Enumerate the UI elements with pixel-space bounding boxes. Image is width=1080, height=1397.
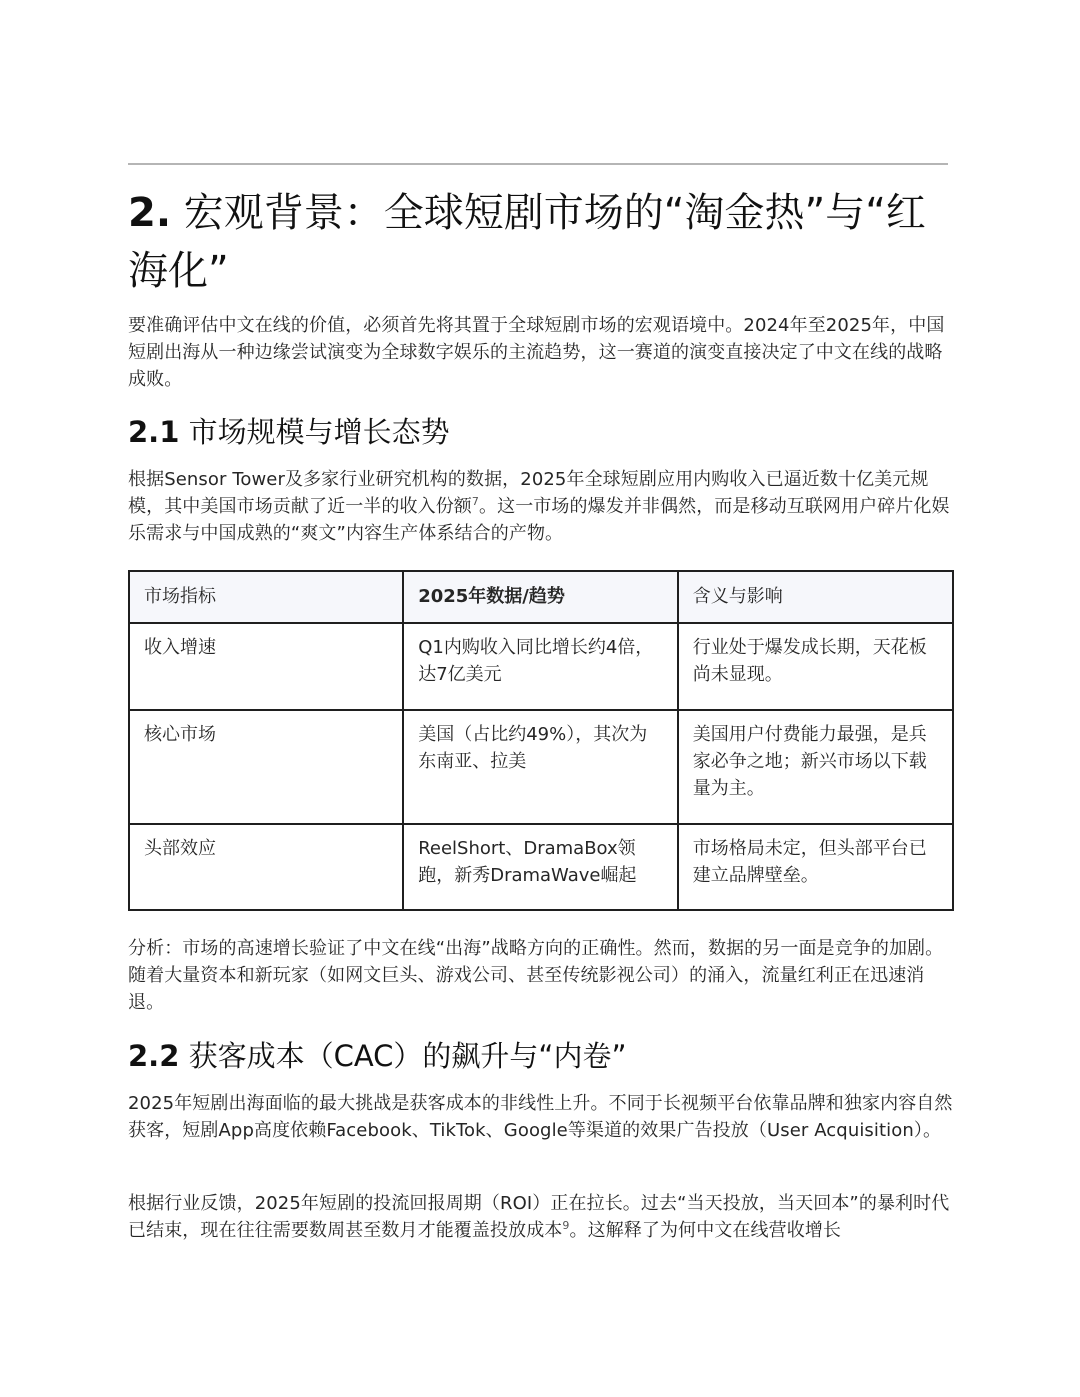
section-divider [128, 163, 948, 165]
table-cell: 美国用户付费能力最强，是兵家必争之地；新兴市场以下载量为主。 [678, 710, 953, 824]
table-header-cell: 含义与影响 [678, 571, 953, 623]
section-2-2-text-a: 根据行业反馈，2025年短剧的投流回报周期（ROI）正在拉长。过去“当天投放，当天回本”的暴利时代已结束，现在往往需要数周甚至数月才能覆盖投放成本 [128, 1193, 950, 1241]
table-cell: 行业处于爆发成长期，天花板尚未显现。 [678, 623, 953, 710]
table-cell: 收入增速 [129, 623, 403, 710]
table-cell: ReelShort、DramaBox领跑，新秀DramaWave崛起 [403, 824, 678, 910]
section-2-1-paragraph [128, 466, 954, 547]
market-metrics-table [128, 570, 954, 911]
section-2-2-paragraph-2 [128, 1190, 954, 1244]
table-cell: 市场格局未定，但头部平台已建立品牌壁垒。 [678, 824, 953, 910]
analysis-paragraph: 分析：市场的高速增长验证了中文在线“出海”战略方向的正确性。然而，数据的另一面是竞争的加剧。随着大量资本和新玩家（如网文巨头、游戏公司、甚至传统影视公司）的涌入，流量红利正在迅速消退。 [128, 938, 944, 1013]
main-heading-text: 宏观背景：全球短剧市场的“淘金热”与“红海化” [128, 190, 926, 294]
section-2-1-number: 2.1 [128, 415, 180, 449]
footnote-ref-9[interactable]: 9 [562, 1219, 570, 1232]
footnote-ref-7[interactable]: 7 [471, 495, 480, 508]
main-heading-number: 2. [128, 190, 172, 236]
section-2-1-text-b: 。这一市场的爆发并非偶然，而是移动互联网用户碎片化娱乐需求与中国成熟的“爽文”内容生产体系结合的产物。 [128, 496, 950, 544]
section-2-2-title: 获客成本（CAC）的飙升与“内卷” [179, 1039, 627, 1073]
section-2-2-number: 2.2 [128, 1039, 180, 1073]
table-header-cell: 2025年数据/趋势 [403, 571, 678, 623]
section-2-1-title: 市场规模与增长态势 [179, 415, 450, 449]
intro-paragraph: 要准确评估中文在线的价值，必须首先将其置于全球短剧市场的宏观语境中。2024年至2025年，中国短剧出海从一种边缘尝试演变为全球数字娱乐的主流趋势，这一赛道的演变直接决定了中文在线的战略成败。 [128, 315, 945, 390]
main-heading [128, 184, 954, 300]
section-2-2-text-b: 。这解释了为何中文在线营收增长 [569, 1220, 842, 1241]
section-2-1-text-a: 根据Sensor Tower及多家行业研究机构的数据，2025年全球短剧应用内购收入已逼近数十亿美元规模，其中美国市场贡献了近一半的收入份额 [128, 469, 929, 517]
table-row [129, 824, 953, 910]
table-row [129, 623, 953, 710]
section-2-1-heading [128, 412, 450, 452]
table-row [129, 710, 953, 824]
table-cell: Q1内购收入同比增长约4倍，达7亿美元 [403, 623, 678, 710]
table-cell: 美国（占比约49%），其次为东南亚、拉美 [403, 710, 678, 824]
section-2-2-paragraph-1: 2025年短剧出海面临的最大挑战是获客成本的非线性上升。不同于长视频平台依靠品牌和独家内容自然获客，短剧App高度依赖Facebook、TikTok、Google等渠道的效果广告投放（User Acquisition）。 [128, 1093, 953, 1141]
section-2-2-heading [128, 1036, 626, 1076]
table-cell: 核心市场 [129, 710, 403, 824]
table-cell: 头部效应 [129, 824, 403, 910]
table-header-row [129, 571, 953, 623]
table-header-cell: 市场指标 [129, 571, 403, 623]
